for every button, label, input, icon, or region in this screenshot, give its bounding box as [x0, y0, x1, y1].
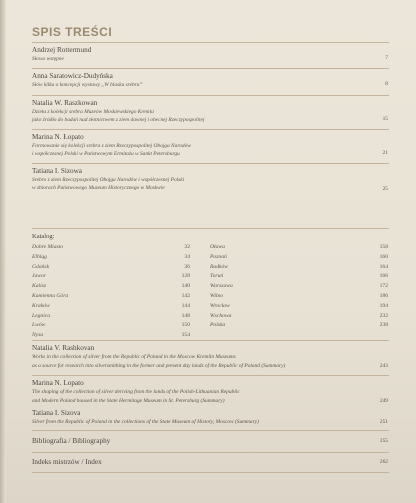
- catalog-item: Kalisz 140: [32, 283, 190, 290]
- catalog-item: Toruń 166: [210, 273, 388, 280]
- entry-page: 21: [382, 150, 388, 156]
- entry-author: Tatiana I. Sizowa: [32, 167, 82, 175]
- catalog-item: Dobre Miasto 32: [32, 244, 190, 250]
- entry-work: i współczesnej Polski w Państwowym Ermitażu w Sankt Petersburgu: [32, 151, 180, 157]
- toc-entry: [32, 167, 388, 192]
- divider: [32, 430, 389, 431]
- divider: [32, 228, 389, 229]
- catalog-item: Elbląg 34: [32, 253, 190, 260]
- toc-entry: [32, 72, 388, 89]
- divider: [32, 472, 389, 473]
- page-title: SPIS TREŚCI: [32, 25, 113, 39]
- divider: [32, 95, 389, 96]
- entry-work: Formowanie się kolekcji srebra z ziem Rzeczypospolitej Obojga Narodów: [32, 143, 191, 149]
- entry-author: Anna Saratowicz-Dudyńska: [32, 72, 113, 80]
- entry-work: Srebro z ziem Rzeczypospolitej Obojga Narodów i współczesnej Polski: [32, 177, 185, 183]
- catalog-item: Wrocław 194: [210, 302, 388, 309]
- summary-entry: [32, 379, 388, 405]
- entry-author: Natalia W. Raszkowan: [32, 99, 98, 107]
- catalog-item: Kamienna Góra 142: [32, 292, 190, 299]
- catalog-item: Lwów 150: [32, 322, 190, 329]
- entry-author: Tatiana I. Sizova: [32, 409, 81, 417]
- entry-page: 255: [379, 438, 388, 444]
- catalog-item: Poznań 160: [210, 253, 388, 260]
- entry-author: Natalia V. Rashkovan: [32, 344, 95, 352]
- divider: [32, 452, 389, 453]
- catalog-item: Radków 164: [210, 263, 388, 270]
- catalog-item: Kraków 144: [32, 302, 190, 309]
- catalog-item: Nysa 154: [32, 332, 190, 339]
- entry-work: Dzieła z kolekcji srebra Muzeów Moskiewskiego Kremla: [32, 109, 154, 115]
- bibliography-entry: [32, 437, 388, 446]
- toc-entry: [32, 133, 388, 158]
- catalog-item: Legnica 148: [32, 312, 190, 319]
- entry-page: 15: [382, 116, 388, 122]
- entry-author: Andrzej Rottermund: [32, 46, 92, 54]
- catalog-item: Gdańsk 36: [32, 263, 190, 270]
- entry-work: and Modern Poland housed in the State Hermitage Museum in St. Petersburg (Summary): [32, 397, 225, 404]
- catalog-column-right: [210, 244, 388, 332]
- catalog-item: Jawor 128: [32, 273, 190, 280]
- book-spine-shadow: [0, 0, 6, 503]
- summary-entry: [32, 344, 388, 370]
- catalog-item: Wschowa 232: [210, 312, 388, 319]
- entry-work: The shaping of the collection of silver deriving from the lands of the Polish-Lithuanian Republic: [32, 389, 240, 395]
- divider: [32, 129, 389, 130]
- entry-work: w zbiorach Państwowego Muzeum Historycznego w Moskwie: [32, 185, 165, 191]
- entry-page: 8: [385, 81, 388, 87]
- divider: [32, 340, 389, 341]
- summary-entry: [32, 409, 388, 427]
- toc-entry: [32, 99, 388, 124]
- entry-page: 243: [379, 363, 388, 369]
- catalog-item: Warszawa 172: [210, 283, 388, 290]
- title-rule: [32, 42, 389, 43]
- catalog-heading: Katalog:: [32, 233, 55, 240]
- entry-work: Works in the collection of silver from the Republic of Poland in the Moscow Kremlin Museums: [32, 354, 236, 360]
- entry-page: 7: [385, 55, 388, 61]
- catalog-column-left: [32, 244, 190, 342]
- catalog-item: Wilno 186: [210, 292, 388, 299]
- entry-page: 25: [382, 186, 388, 192]
- entry-page: 249: [379, 398, 388, 404]
- entry-page: 262: [379, 459, 388, 465]
- entry-work: Słowo wstępne: [32, 56, 64, 62]
- divider: [32, 375, 389, 376]
- entry-author: Marina N. Łopato: [32, 133, 84, 141]
- divider: [32, 163, 389, 164]
- bibliography-label: Bibliografia / Bibliography: [32, 437, 111, 445]
- catalog-item: Oława 158: [210, 244, 388, 250]
- entry-work: jako źródło do badań nad złotnictwem z ziem dawnej i obecnej Rzeczypospolitej: [32, 117, 205, 123]
- entry-page: 251: [379, 419, 388, 425]
- index-label: Indeks mistrzów / Index: [32, 458, 102, 466]
- entry-work: Słów kilka o koncepcji wystawy „W blasku srebra”: [32, 82, 143, 88]
- entry-work: as a source for research into silversmithing in the former and present day lands of the Republic of Poland (Summary): [32, 362, 286, 369]
- toc-entry: [32, 46, 388, 63]
- entry-author: Marina N. Lopato: [32, 379, 84, 387]
- entry-work: Silver from the Republic of Poland in the collections of the State Museum of History, Moscow (Summary): [32, 419, 259, 425]
- index-entry: [32, 458, 388, 467]
- catalog-item: Polska 238: [210, 322, 388, 329]
- divider: [32, 68, 389, 69]
